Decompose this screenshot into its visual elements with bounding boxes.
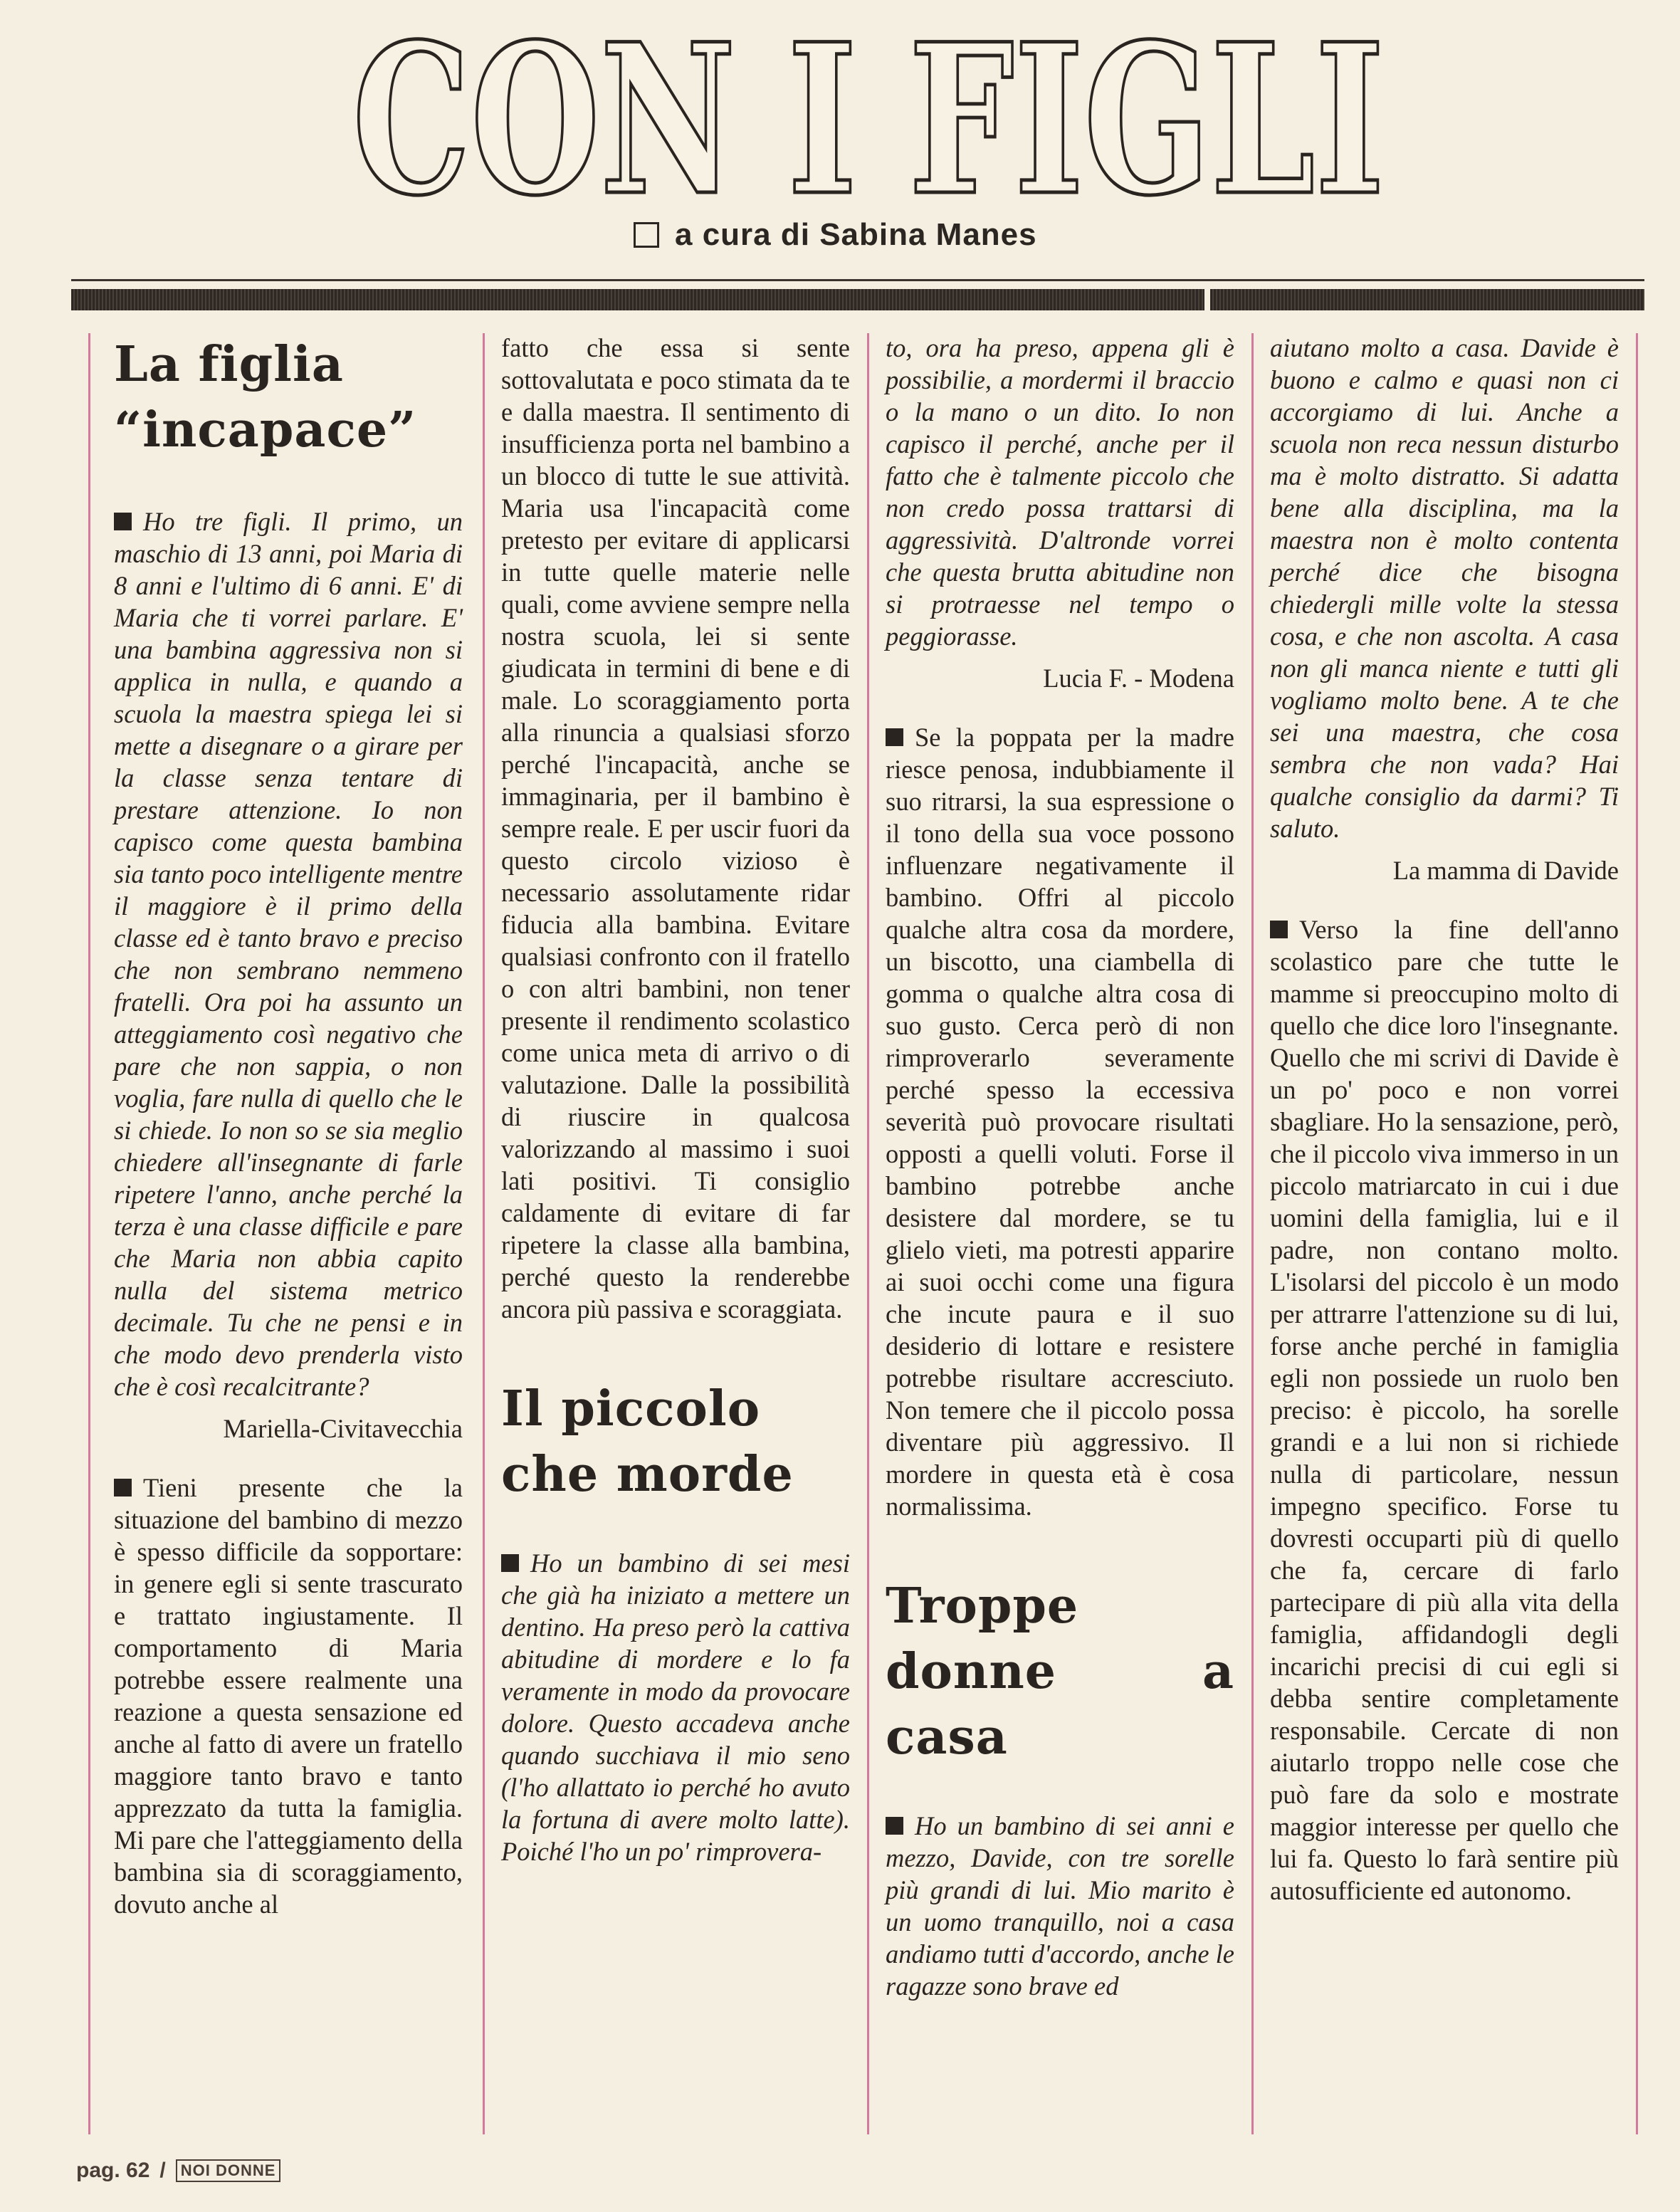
reader-letter <box>501 1547 850 1867</box>
title-line: donne a casa <box>886 1643 1234 1766</box>
reader-letter-continued: aiutano molto a casa. Davide è buono e calmo e quasi non ci accorgiamo di lui. Anche a scuola non reca nessun disturbo ma è molto distratto. Si adatta bene alla disciplina, ma la maestra non è molto contenta perché dice che bisogna chiedergli mille volte la stessa cosa, e che non ascolta. A casa non gli manca niente e tutti gli vogliamo molto bene. A te che sei una maestra, che cosa sembra che non vada? Hai qualche consiglio da darmi? Ti saluto. <box>1270 333 1619 843</box>
letter-signature: Lucia F. - Modena <box>1043 664 1234 693</box>
column-rule <box>867 333 869 2134</box>
title-line: Troppe <box>886 1578 1079 1635</box>
article-title <box>114 332 463 463</box>
square-bullet-icon <box>1270 921 1288 938</box>
masthead <box>335 21 1402 214</box>
reply-text-part: Verso la fine dell'anno scolastico pare che tutte le mamme si preoccupino molto di quello che dice loro l'insegnante. Quello che mi scrivi di Davide è un po' poco e non vorrei sbagliare. Ho la sensazione, però, che il piccolo viva immerso in un piccolo matriarcato in cui i due uomini della famiglia, lui e il padre, non contano molto. L'isolarsi del piccolo è un modo per attrarre l'attenzione su di lui, forse anche perché in famiglia egli non possiede un ruolo ben preciso: è piccolo, ha sorelle grandi e a lui non si richiede nulla di particolare, nessun impegno specifico. Forse tu dovresti occuparti più di quello che fa, cercare di farlo partecipare di più alla vita della famiglia, affidandogli degli incarichi precisi di cui egli si debba sentire completamente responsabile. Cercate di non aiutarlo troppo nelle cose che può fare da solo e mostrate maggior interesse per quello che lui fa. Questo lo farà sentire più autosufficiente ed autonomo. <box>1270 915 1619 1905</box>
column-1 <box>114 332 463 1929</box>
title-line: Il piccolo <box>501 1380 761 1437</box>
square-bullet-icon <box>886 728 903 746</box>
letter-text: Ho tre figli. Il primo, un maschio di 13 anni, poi Maria di 8 anni e l'ultimo di 6 anni. E' di Maria che ti vorrei parlare. E' una bambina aggressiva non si applica in nulla, e quando a scuola la maestra spiega lei si mette a disegnare o a girare per la classe senza tentare di prestare attenzione. Io non capisco come questa bambina sia tanto poco intelligente mentre il maggiore è il primo della classe ed è tanto bravo e preciso che non sembrano nemmeno fratelli. Ora poi ha assunto un atteggiamento così negativo che pare che non sappia, o non voglia, fare nulla di quello che le si chiede. Io non so se sia meglio chiedere all'insegnante di farle ripetere l'anno, anche perché la terza è una classe difficile e pare che Maria non abbia capito nulla del sistema metrico decimale. Tu che ne pensi e in che modo devo prenderla visto che è così recalcitrante? <box>114 507 463 1401</box>
reply-text-part: Se la poppata per la madre riesce penosa, indubbiamente il suo ritrarsi, la sua espressione o il tono della sua voce possono influenzare negativamente il bambino. Offri al piccolo qualche altra cosa da mordere, un biscotto, una ciambella di gomma o qualche altra cosa di suo gusto. Cerca però di non rimproverarlo severamente perché spesso la eccessiva severità può provocare risultati opposti a quelli voluti. Forse il bambino potrebbe anche desistere dal mordere, se tu glielo vieti, ma potresti apparire ai suoi occhi come una figura che incute paura e il suo desiderio di lottare e resistere potrebbe risultare accresciuto. Non temere che il piccolo possa diventare più aggressivo. Il mordere in questa età è cosa normalissima. <box>886 723 1234 1521</box>
reply-text <box>114 1472 463 1920</box>
reader-letter <box>886 1810 1234 2002</box>
square-bullet-icon <box>501 1554 519 1572</box>
checkbox-square-icon <box>634 222 659 248</box>
letter-text: Ho un bambino di sei anni e mezzo, Davide, con tre sorelle più grandi di lui. Mio marito è un uomo tranquillo, noi a casa andiamo tutti d'accordo, anche le ragazze sono brave ed <box>886 1811 1234 2001</box>
magazine-logo: NOI DONNE <box>176 2159 281 2182</box>
column-4 <box>1270 332 1619 1915</box>
article-title <box>501 1376 850 1507</box>
masthead-title: CON I FIGLI <box>352 21 1385 214</box>
header-bar <box>71 289 1644 310</box>
square-bullet-icon <box>114 513 132 530</box>
square-bullet-icon <box>114 1479 132 1496</box>
curated-by-text: a cura di Sabina Manes <box>675 217 1037 252</box>
column-2 <box>501 332 850 1876</box>
column-rule <box>483 333 485 2134</box>
column-rule <box>1636 333 1638 2134</box>
column-rule <box>1251 333 1254 2134</box>
title-line: “incapace” <box>114 402 417 458</box>
letter-text: Ho un bambino di sei mesi che già ha iniziato a mettere un dentino. Ha preso però la cattiva abitudine di mordere e lo fa veramente in modo da provocare dolore. Questo accadeva anche quando succhiava il mio seno (l'ho allattato io perché ho avuto la fortuna di avere molto latte). Poiché l'ho un po' rimprovera- <box>501 1548 850 1866</box>
page-number: pag. 62 <box>76 2159 150 2182</box>
reply-text-continued: fatto che essa si sente sottovalutata e poco stimata da te e dalla maestra. Il sentimento di insufficienza porta nel bambino a un blocco di tutte le sue attività. Maria usa l'incapacità come pretesto per evitare di applicarsi in tutte quelle materie nelle quali, come avviene sempre nella nostra scuola, lei si sente giudicata in termini di bene e di male. Lo scoraggiamento porta alla rinuncia a qualsiasi sforzo perché l'incapacità, anche se immaginaria, per il bambino è sempre reale. E per uscir fuori da questo circolo vizioso è necessario assolutamente ridar fiducia alla bambina. Evitare qualsiasi confronto con il fratello o con altri bambini, non tener presente il rendimento scolastico come unica meta di arrivo o di valutazione. Dalle la possibilità di riuscire in qualcosa valorizzando al massimo i suoi lati positivi. Ti consiglio caldamente di evitare di far ripetere la classe alla bambina, perché questo la renderebbe ancora più passiva e scoraggiata. <box>501 333 850 1323</box>
letter-signature: La mamma di Davide <box>1392 856 1619 885</box>
page-footer <box>76 2159 280 2183</box>
reader-letter-continued: to, ora ha preso, appena gli è possibilie, a mordermi il braccio o la mano o un dito. Io non capisco il perché, anche per il fatto che è talmente piccolo che non credo possa trattarsi di aggressività. D'altronde vorrei che questa brutta abitudine non si protraesse nel tempo o peggiorasse. <box>886 333 1234 651</box>
column-rule <box>88 333 90 2134</box>
curated-by <box>634 214 1203 256</box>
reply-text <box>1270 913 1619 1907</box>
title-line: La figlia <box>114 336 344 393</box>
reader-letter <box>114 505 463 1403</box>
reply-text-part: Tieni presente che la situazione del bambino di mezzo è spesso difficile da sopportare: in genere egli si sente trascurato e trattato ingiustamente. Il comportamento di Maria potrebbe essere realmente una reazione a questa sensazione ed anche al fatto di avere un fratello maggiore tanto bravo e tanto apprezzato da tutta la famiglia. Mi pare che l'atteggiamento della bambina sia di scoraggiamento, dovuto anche al <box>114 1473 463 1919</box>
letter-signature: Mariella-Civitavecchia <box>223 1414 463 1443</box>
column-3 <box>886 332 1234 2011</box>
footer-separator: / <box>159 2159 166 2182</box>
title-line: che morde <box>501 1446 794 1503</box>
square-bullet-icon <box>886 1817 903 1835</box>
header-hairline <box>71 279 1644 281</box>
reply-text <box>886 721 1234 1522</box>
article-title <box>886 1573 1234 1770</box>
